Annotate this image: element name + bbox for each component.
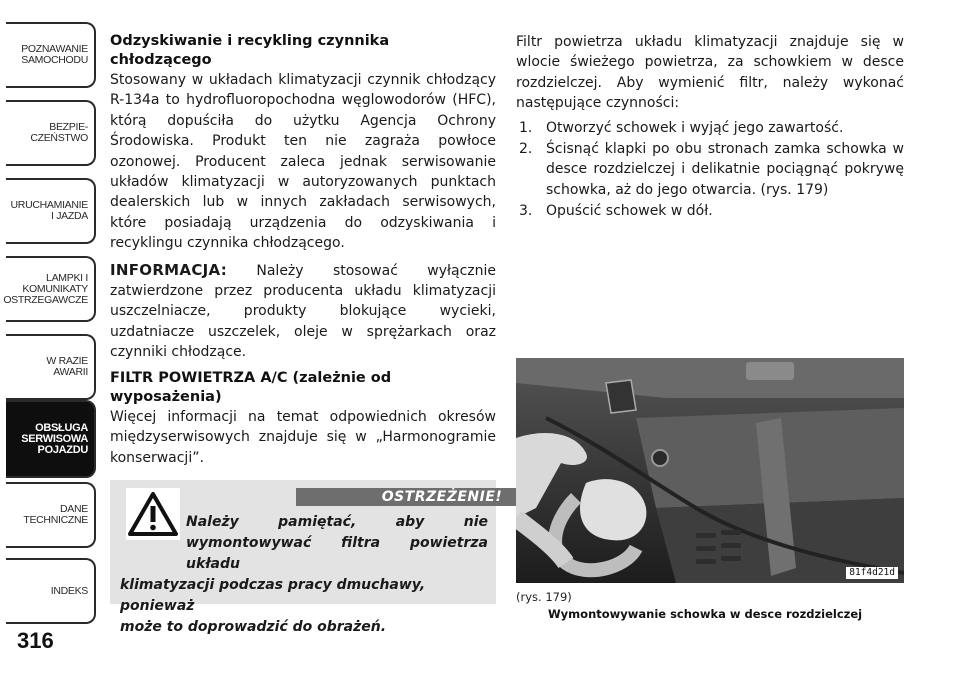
- info-label: INFORMACJA:: [110, 260, 227, 279]
- heading-line: wyposażenia): [110, 388, 222, 405]
- tab-dane-techniczne[interactable]: DANE TECHNICZNE: [6, 482, 96, 548]
- step-text: Ścisnąć klapki po obu stronach zamka schowka w desce rozdzielczej i delikatnie pociągnąć pokrywę schowka, aż do jego otwarcia. (rys. 179): [546, 141, 904, 198]
- warning-title: OSTRZEŻENIE!: [296, 488, 588, 506]
- warning-line: Należy pamiętać, aby nie: [186, 513, 488, 530]
- warning-text: [120, 512, 488, 638]
- step-text: Otworzyć schowek i wyjąć jego zawartość.: [546, 119, 844, 136]
- tab-w-razie-awarii[interactable]: W RAZIE AWARII: [6, 334, 96, 400]
- warning-box: [110, 480, 503, 635]
- tab-poznawanie-samochodu[interactable]: POZNAWANIE SAMOCHODU: [6, 22, 96, 88]
- figure-glovebox-photo: [516, 358, 904, 583]
- steps-list: [516, 118, 904, 222]
- warning-line: wymontowywać filtra powietrza układu: [186, 534, 488, 572]
- right-column: [516, 32, 904, 223]
- info-text: Należy stosować wyłącznie zatwierdzone przez producenta układu klimatyzacji uszczelniacze, produkty blokujące wycieki, uzdatniacze uszczelek, oleje w sprężarkach oraz czynniki chłodzące.: [110, 262, 496, 361]
- heading-line: Odzyskiwanie i recykling czynnika: [110, 33, 390, 49]
- warning-line: klimatyzacji podczas pracy dmuchawy, ponieważ: [120, 576, 426, 614]
- list-item: [516, 201, 904, 221]
- list-item: [516, 118, 904, 138]
- heading-line: chłodzącego: [110, 52, 212, 68]
- step-number: 3.: [519, 203, 533, 220]
- section-heading-ac-filter: [110, 369, 496, 407]
- tab-uruchamianie-i-jazda[interactable]: URUCHAMIANIE I JAZDA: [6, 178, 96, 244]
- paragraph-refrigerant: Stosowany w układach klimatyzacji czynnik chłodzący R-134a to hydrofluoropochodna węglowodorów (HFC), którą dopuściła do użytku Agencja Ochrony Środowiska. Produkt ten nie zagraża powłoce ozonowej. Producent zaleca jednak serwisowanie układów klimatyzacji w autoryzowanych punktach dealerskich lub w innych zakładach serwisowych, które posiadają urządzenia do odzyskiwania i recyklingu czynnika chłodzącego.: [110, 72, 496, 252]
- page-number: 316: [17, 628, 54, 653]
- step-number: 1.: [519, 119, 533, 136]
- step-text: Opuścić schowek w dół.: [546, 203, 713, 220]
- paragraph-maintenance: Więcej informacji na temat odpowiednich okresów międzyserwisowych znajduje się w „Harmonogramie konserwacji”.: [110, 408, 496, 466]
- figure-code: 81f4d21d: [846, 567, 898, 579]
- section-heading-recycling: [110, 32, 496, 70]
- list-item: [516, 139, 904, 200]
- heading-line: FILTR POWIETRZA A/C (zależnie od: [110, 369, 392, 386]
- paragraph-filter-location: Filtr powietrza układu klimatyzacji znajduje się w wlocie świeżego powietrza, za schowkiem w desce rozdzielczej. Aby wymienić filtr, należy wykonać następujące czynności:: [516, 34, 904, 112]
- tab-obsluga-serwisowa[interactable]: OBSŁUGA SERWISOWA POJAZDU: [6, 400, 96, 478]
- step-number: 2.: [519, 141, 533, 158]
- tab-lampki-i-komunikaty[interactable]: LAMPKI I KOMUNIKATY OSTRZEGAWCZE: [6, 256, 96, 322]
- glovebox-illustration: [516, 358, 904, 583]
- figure-caption: Wymontowywanie schowka w desce rozdzielczej: [548, 607, 863, 621]
- tab-indeks[interactable]: INDEKS: [6, 558, 96, 624]
- info-note: [110, 260, 496, 363]
- left-column: [110, 32, 503, 635]
- warning-line: może to doprowadzić do obrażeń.: [120, 618, 387, 635]
- figure-reference: (rys. 179): [516, 590, 572, 604]
- tab-bezpieczenstwo[interactable]: BEZPIE- CZEŃSTWO: [6, 100, 96, 166]
